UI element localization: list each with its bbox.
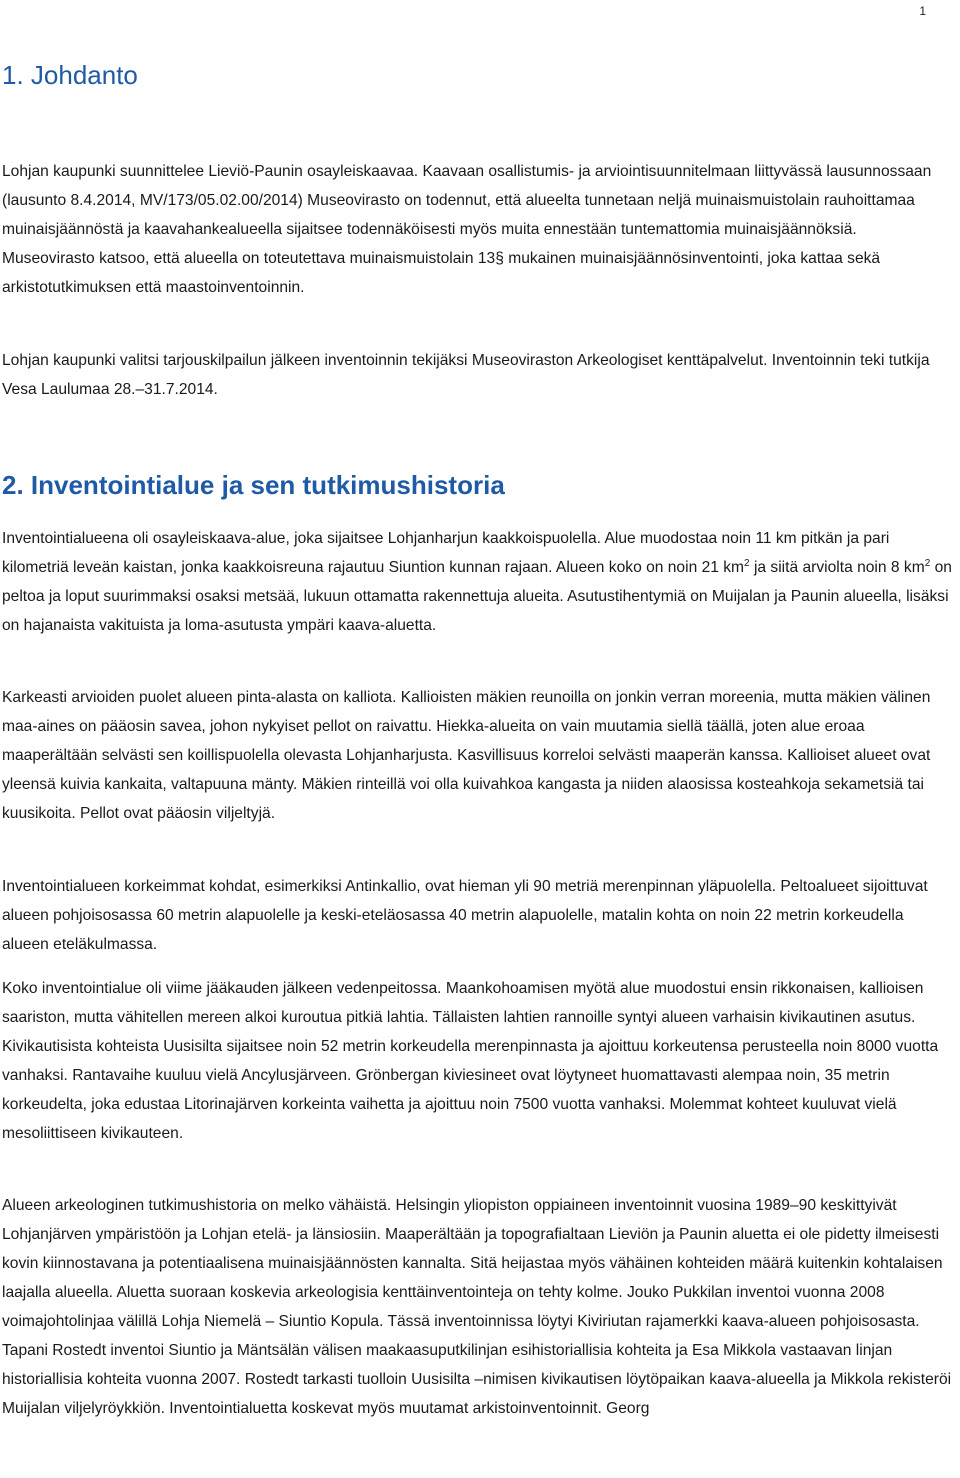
superscript-2: 2 bbox=[744, 557, 750, 569]
area-text-part2: ja siitä arviolta noin 8 km bbox=[749, 559, 925, 576]
paragraph-intro-1: Lohjan kaupunki suunnittelee Lieviö-Paunin osayleiskaavaa. Kaavaan osallistumis- ja arviointisuunnitelmaan liittyvässä lausunnossaan (lausunto 8.4.2014, MV/173/05.02.00/2014) Museovirasto on todennut, että alueelta tunnetaan neljä muinaismuistolain rauhoittamaa muinaisjäännöstä ja kaavahankealueella sijaitsee todennäköisesti myös muita ennestään tuntemattomia muinaisjäännöksiä. Museovirasto katsoo, että alueella on toteutettava muinaismuistolain 13§ mukainen muinaisjäännösinventointi, joka kattaa sekä arkistotutkimuksen että maastoinventoinnin. bbox=[2, 163, 932, 296]
superscript-2: 2 bbox=[924, 557, 931, 569]
section-heading-johdanto: 1. Johdanto bbox=[2, 60, 138, 90]
paragraph-shoreline-history: Koko inventointialue oli viime jääkauden jälkeen vedenpeitossa. Maankohoamisen myötä alue muodostui ensin rikkonaisen, kallioisen saariston, mutta vähitellen mereen alkoi kuroutua pitkiä lahtia. Tällaisten lahtien rannoille syntyi alueen varhaisin kivikautinen asutus. Kivikautisista kohteista Uusisilta sijaitsee noin 52 metrin korkeudella merenpinnasta ja ajoittuu korkeutensa perusteella noin 8000 vuotta vanhaksi. Rantavaihe kuuluu vielä Ancylusjärveen. Grönbergan kiviesineet ovat löytyneet huomattavasti alempaa noin, 35 metrin korkeudelta, joka edustaa Litorinajärven korkeinta vaihetta ja ajoittuu noin 7500 vuotta vanhaksi. Molemmat kohteet kuuluvat vielä mesoliittiseen kivikauteen. bbox=[2, 980, 939, 1142]
area-text-part1: Inventointialueena oli osayleiskaava-alue, joka sijaitsee Lohjanharjun kaakkoispuolella. Alue muodostaa noin 11 km pitkän ja pari kilometriä leveän kaistan, jonka kaakkoisreuna rajautuu Siuntion kunnan rajaan. Alueen koko on noin 21 km bbox=[2, 530, 890, 576]
paragraph-intro-2: Lohjan kaupunki valitsi tarjouskilpailun jälkeen inventoinnin tekijäksi Museoviraston Arkeologiset kenttäpalvelut. Inventoinnin teki tutkija Vesa Laulumaa 28.–31.7.2014. bbox=[2, 352, 930, 398]
paragraph-area-description bbox=[2, 524, 952, 640]
paragraph-soil: Karkeasti arvioiden puolet alueen pinta-alasta on kalliota. Kallioisten mäkien reunoilla on jonkin verran moreenia, mutta mäkien välinen maa-aines on pääosin savea, johon nykyiset pellot on raivattu. Hiekka-alueita on vain muutamia siellä täällä, joten alue eroaa maaperältään selvästi sen koillispuolella olevasta Lohjanharjusta. Kasvillisuus korreloi selvästi maaperän kanssa. Kallioiset alueet ovat yleensä kuivia kankaita, valtapuuna mänty. Mäkien rinteillä voi olla kuivahkoa kangasta ja niiden alaosissa kosteahkoja sekametsiä tai kuusikoita. Pellot ovat pääosin viljeltyjä. bbox=[2, 689, 931, 822]
area-text-part3: on peltoa ja loput suurimmaksi osaksi metsää, lukuun ottamatta rakennettuja alueita. Asutustihentymiä on Muijalan ja Paunin alueella, lisäksi on hajanaista vakituista ja loma-asutusta ympäri kaava-aluetta. bbox=[2, 559, 952, 634]
page-number: 1 bbox=[919, 4, 926, 18]
paragraph-elevation: Inventointialueen korkeimmat kohdat, esimerkiksi Antinkallio, ovat hieman yli 90 metriä merenpinnan yläpuolella. Peltoalueet sijoittuvat alueen pohjoisosassa 60 metrin alapuolelle ja keski-eteläosassa 40 metrin alapuolelle, matalin kohta on noin 22 metrin korkeudella alueen eteläkulmassa. bbox=[2, 878, 928, 953]
paragraph-research-history: Alueen arkeologinen tutkimushistoria on melko vähäistä. Helsingin yliopiston oppiaineen inventoinnit vuosina 1989–90 keskittyivät Lohjanjärven ympäristöön ja Lohjan etelä- ja länsiosiin. Maaperältään ja topografialtaan Lieviön ja Paunin aluetta ei ole pidetty ilmeisesti kovin kiinnostavana ja potentiaalisena muinaisjäännösten kannalta. Sitä heijastaa myös vähäinen kohteiden määrä kuitenkin kohtalaisen laajalla alueella. Aluetta suoraan koskevia arkeologisia kenttäinventointeja on tehty kolme. Jouko Pukkilan inventoi vuonna 2008 voimajohtolinjaa välillä Lohja Niemelä – Siuntio Kopula. Tässä inventoinnissa löytyi Kiviriutan rajamerkki kaava-alueen pohjoisosasta. Tapani Rostedt inventoi Siuntio ja Mäntsälän välisen maakaasuputkilinjan esihistoriallisia kohteita ja Esa Mikkola vastaavan linjan historiallisia kohteita vuonna 2007. Rostedt tarkasti tuolloin Uusisilta –nimisen kivikautisen löytöpaikan kaava-alueella ja Mikkola rekisteröi Muijalan viljelyröykkiön. Inventointialuetta koskevat myös muutamat arkistoinventoinnit. Georg bbox=[2, 1197, 952, 1417]
section-heading-inventointialue: 2. Inventointialue ja sen tutkimushistoria bbox=[2, 470, 505, 500]
